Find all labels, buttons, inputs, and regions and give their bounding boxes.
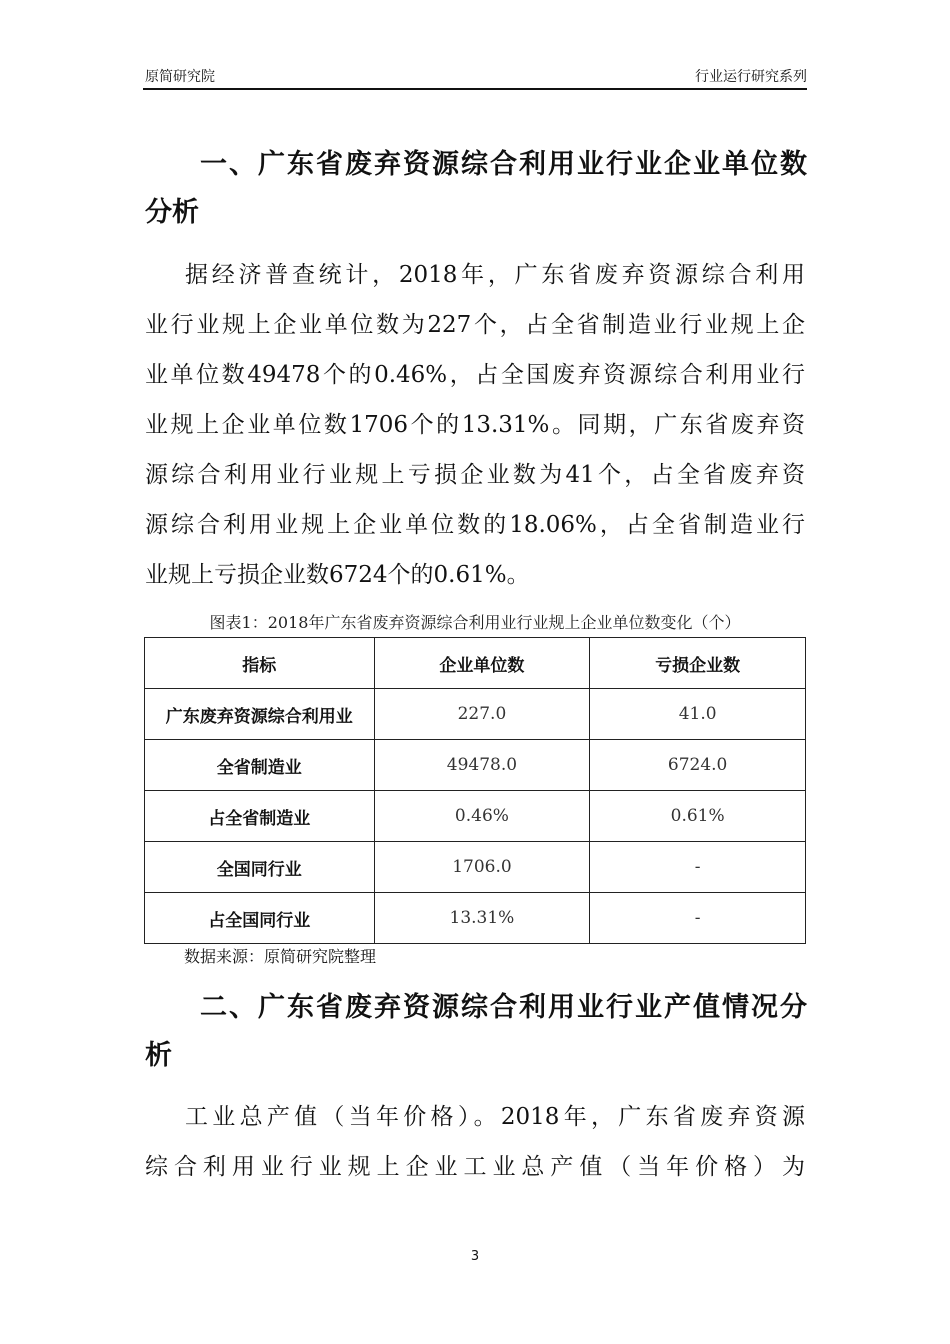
- table-header-row: [145, 638, 806, 689]
- row-label: 全国同行业: [145, 842, 375, 893]
- cell-value: -: [590, 893, 806, 944]
- heading-line: 一、广东省废弃资源综合利用业行业企业单位数: [200, 149, 807, 180]
- table-row: [145, 791, 806, 842]
- text-line: 业行业规上企业单位数为227个，占全省制造业行业规上企: [145, 312, 805, 338]
- table-caption: 图表1：2018年广东省废弃资源综合利用业行业规上企业单位数变化（个）: [209, 613, 741, 632]
- cell-value: 0.61%: [590, 791, 806, 842]
- row-label: 占全国同行业: [145, 893, 375, 944]
- cell-value: 0.46%: [374, 791, 590, 842]
- text-line: 工业总产值（当年价格）。2018年，广东省废弃资源: [185, 1104, 805, 1130]
- column-header: 指标: [145, 638, 375, 689]
- table-row: [145, 842, 806, 893]
- cell-value: -: [590, 842, 806, 893]
- enterprise-count-table: [144, 637, 806, 944]
- page-number: 3: [470, 1249, 480, 1264]
- section2-heading: [145, 984, 807, 1080]
- table-row: [145, 689, 806, 740]
- cell-value: 227.0: [374, 689, 590, 740]
- table-source: 数据来源：原简研究院整理: [184, 947, 377, 966]
- text-line: 综合利用业行业规上企业工业总产值（当年价格）为: [145, 1154, 805, 1180]
- text-line: 源综合利用业行业规上亏损企业数为41个，占全省废弃资: [145, 462, 805, 488]
- heading-line: 分析: [145, 197, 199, 228]
- header-divider: [143, 88, 807, 90]
- header-right: 行业运行研究系列: [695, 69, 807, 85]
- column-header: 企业单位数: [374, 638, 590, 689]
- text-line: 业规上企业单位数1706个的13.31%。同期，广东省废弃资: [145, 412, 805, 438]
- cell-value: 1706.0: [374, 842, 590, 893]
- heading-line: 析: [145, 1040, 172, 1071]
- cell-value: 41.0: [590, 689, 806, 740]
- table-row: [145, 740, 806, 791]
- row-label: 广东废弃资源综合利用业: [145, 689, 375, 740]
- text-line: 业规上亏损企业数6724个的0.61%。: [145, 562, 530, 588]
- column-header: 亏损企业数: [590, 638, 806, 689]
- cell-value: 13.31%: [374, 893, 590, 944]
- table-row: [145, 893, 806, 944]
- heading-line: 二、广东省废弃资源综合利用业行业产值情况分: [200, 992, 807, 1023]
- cell-value: 49478.0: [374, 740, 590, 791]
- header-left: 原简研究院: [145, 69, 215, 85]
- text-line: 据经济普查统计，2018年，广东省废弃资源综合利用: [185, 262, 805, 288]
- section1-heading: [145, 141, 807, 237]
- row-label: 占全省制造业: [145, 791, 375, 842]
- row-label: 全省制造业: [145, 740, 375, 791]
- cell-value: 6724.0: [590, 740, 806, 791]
- text-line: 业单位数49478个的0.46%，占全国废弃资源综合利用业行: [145, 362, 805, 388]
- text-line: 源综合利用业规上企业单位数的18.06%，占全省制造业行: [145, 512, 805, 538]
